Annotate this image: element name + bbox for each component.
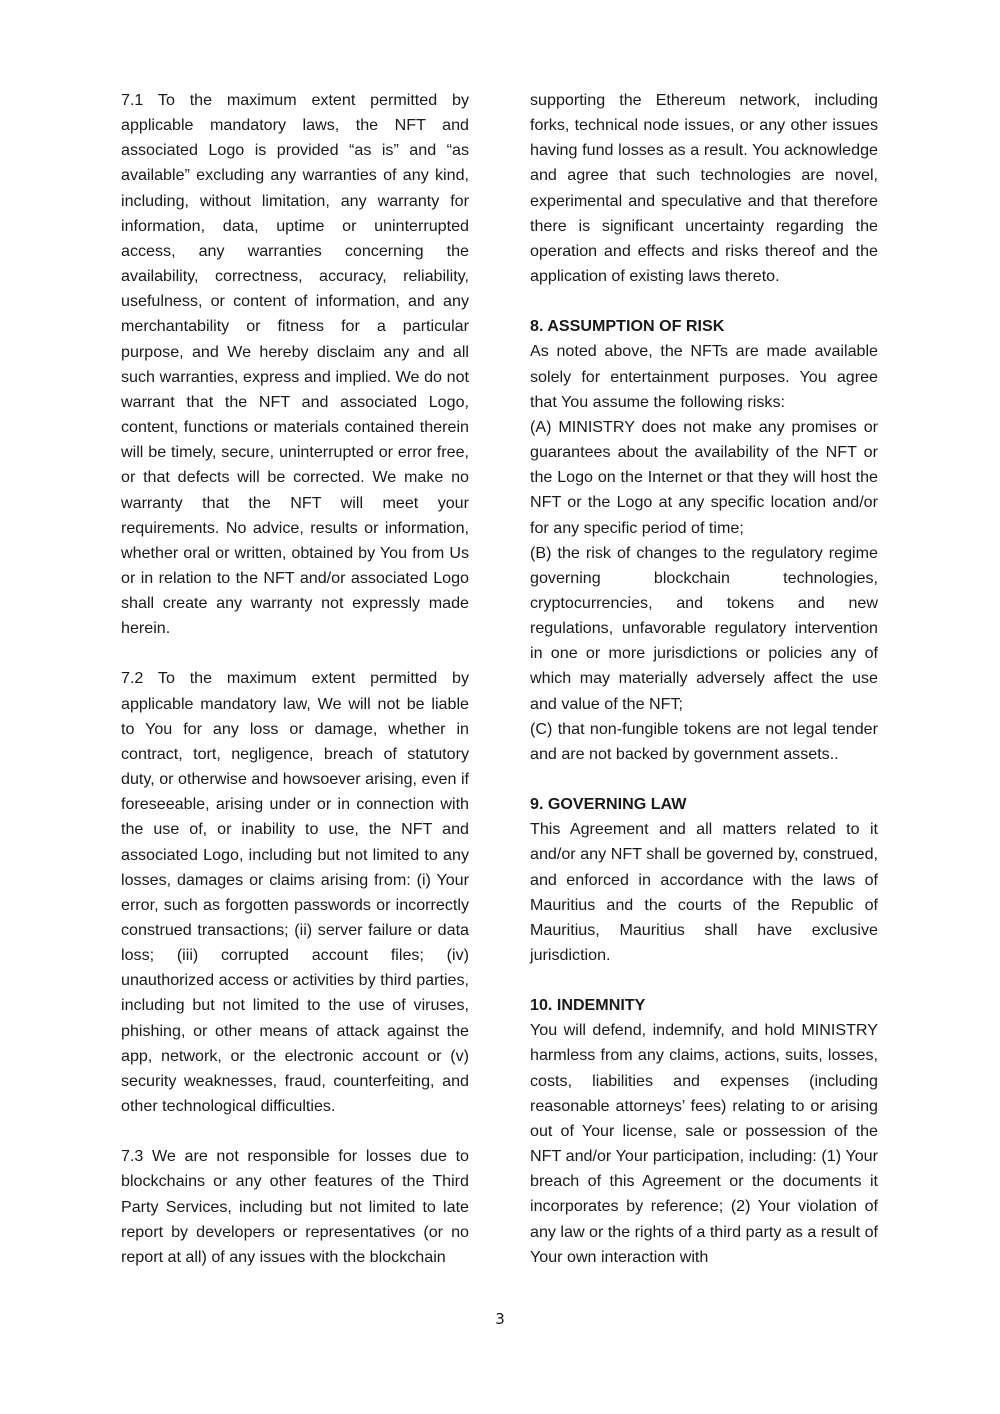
paragraph-7-3-continued: supporting the Ethereum network, including forks, technical node issues, or any other issues having fund losses as a result. You acknowledge and agree that such technologies are novel, experimental and speculative and that therefore there is significant uncertainty regarding the operation and effects and risks thereof and the application of existing laws thereto. bbox=[530, 91, 878, 286]
page-number: 3 bbox=[495, 1310, 505, 1328]
paragraph-7-2: 7.2 To the maximum extent permitted by applicable mandatory law, We will not be liable to You for any loss or damage, whether in contract, tort, negligence, breach of statutory duty, or otherwise and howsoever arising, even if foreseeable, arising under or in connection with the use of, or inability to use, the NFT and associated Logo, including but not limited to any losses, damages or claims arising from: (i) Your error, such as forgotten passwords or incorrectly construed transactions; (ii) server failure or data loss; (iii) corrupted account files; (iv) unauthorized access or activities by third parties, including but not limited to the use of viruses, phishing, or other means of attack against the app, network, or the electronic account or (v) security weaknesses, fraud, counterfeiting, and other technological difficulties. bbox=[121, 669, 469, 1116]
section-8-item-b: (B) the risk of changes to the regulatory regime governing blockchain technologies, cryptocurrencies, and tokens and new regulations, unfavorable regulatory intervention in one or more jurisdictions or policies any of which may materially adversely affect the use and value of the NFT; bbox=[530, 543, 878, 713]
section-9-heading: 9. GOVERNING LAW bbox=[530, 795, 687, 814]
paragraph-7-1: 7.1 To the maximum extent permitted by applicable mandatory laws, the NFT and associated Logo is provided “as is” and “as available” excluding any warranties of any kind, including, without limitation, any warranty for information, data, uptime or uninterrupted access, any warranties concerning the availability, correctness, accuracy, reliability, usefulness, or content of information, and any merchantability or fitness for a particular purpose, and We hereby disclaim any and all such warranties, express and implied. We do not warrant that the NFT and associated Logo, content, functions or materials contained therein will be timely, secure, uninterrupted or error free, or that defects will be corrected. We make no warranty that the NFT will meet your requirements. No advice, results or information, whether oral or written, obtained by You from Us or in relation to the NFT and/or associated Logo shall create any warranty not expressly made herein. bbox=[121, 91, 469, 638]
section-8-intro: As noted above, the NFTs are made available solely for entertainment purposes. You agree that You assume the following risks: bbox=[530, 342, 878, 411]
left-column bbox=[121, 88, 469, 1270]
section-9-body: This Agreement and all matters related to it and/or any NFT shall be governed by, construed, and enforced in accordance with the laws of Mauritius and the courts of the Republic of Mauritius, Mauritius shall have exclusive jurisdiction. bbox=[530, 820, 878, 964]
section-8-heading: 8. ASSUMPTION OF RISK bbox=[530, 317, 725, 336]
section-8-item-a: (A) MINISTRY does not make any promises or guarantees about the availability of the NFT or the Logo on the Internet or that they will host the NFT or the Logo at any specific location and/or for any specific period of time; bbox=[530, 417, 878, 537]
right-column bbox=[530, 88, 878, 1270]
paragraph-7-3: 7.3 We are not responsible for losses due to blockchains or any other features of the Third Party Services, including but not limited to late report by developers or representatives (or no report at all) of any issues with the blockchain bbox=[121, 1147, 469, 1266]
section-10-body: You will defend, indemnify, and hold MINISTRY harmless from any claims, actions, suits, losses, costs, liabilities and expenses (including reasonable attorneys’ fees) relating to or arising out of Your license, sale or possession of the NFT and/or Your participation, including: (1) Your breach of this Agreement or the documents it incorporates by reference; (2) Your violation of any law or the rights of a third party as a result of Your own interaction with bbox=[530, 1021, 878, 1266]
section-10-heading: 10. INDEMNITY bbox=[530, 996, 646, 1015]
section-8-item-c: (C) that non-fungible tokens are not legal tender and are not backed by government assets.. bbox=[530, 719, 878, 763]
